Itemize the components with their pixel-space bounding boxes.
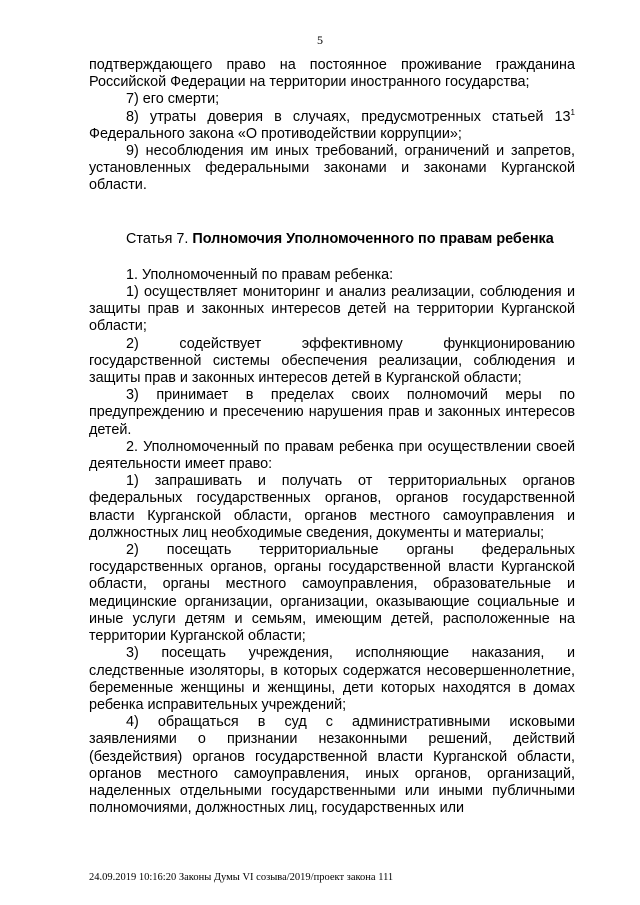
spacer (89, 248, 575, 267)
clause-2: 2. Уполномоченный по правам ребенка при осуществлении своей деятельности имеет право: (89, 438, 575, 473)
clause-2-item-2: 2) посещать территориальные органы федеральных государственных органов, органы государственной власти Курганской области, органы местного самоуправления, образовательные и медицинские организации, организации, оказывающие социальные и иные услуги детям и семьям, имеющим детей, расположенные на территории Курганской области; (89, 542, 575, 645)
list-item-8 (89, 109, 575, 143)
page-number: 5 (317, 33, 323, 47)
list-item-9: 9) несоблюдения им иных требований, ограничений и запретов, установленных федеральными законами и законами Курганской области. (89, 143, 575, 194)
paragraph-continuation: подтверждающего право на постоянное проживание гражданина Российской Федерации на территории иностранного государства; (89, 57, 575, 91)
clause-1-item-2: 2) содействует эффективному функционированию государственной системы обеспечения реализации, соблюдения и защиты прав и законных интересов детей в Курганской области; (89, 335, 575, 387)
list-item-8-text: 8) утраты доверия в случаях, предусмотренных статьей 13 (126, 108, 571, 125)
superscript: 1 (570, 107, 575, 117)
clause-2-item-1: 1) запрашивать и получать от территориальных органов федеральных государственных органов, органов государственной власти Курганской области, органов местного самоуправления и должностных лиц необходимые сведения, документы и материалы; (89, 473, 575, 541)
clause-1-item-3: 3) принимает в пределах своих полномочий меры по предупреждению и пресечению нарушения прав и законных интересов детей. (89, 387, 575, 438)
article-title: Полномочия Уполномоченного по правам ребенка (192, 230, 554, 247)
spacer (89, 195, 575, 231)
list-item-8-tail: Федерального закона «О противодействии коррупции»; (89, 125, 462, 142)
clause-1: 1. Уполномоченный по правам ребенка: (126, 266, 394, 283)
footer-path: 24.09.2019 10:16:20 Законы Думы VI созыва/2019/проект закона 111 (89, 872, 394, 883)
list-item-7: 7) его смерти; (126, 91, 220, 108)
clause-2-item-3: 3) посещать учреждения, исполняющие наказания, и следственные изоляторы, в которых содержатся несовершеннолетние, беременные женщины и женщины, дети которых находятся в домах ребенка исправительных учреждений; (89, 645, 575, 713)
document-body (89, 57, 575, 817)
article-prefix: Статья 7. (126, 230, 193, 247)
clause-1-item-1: 1) осуществляет мониторинг и анализ реализации, соблюдения и защиты прав и законных интересов детей на территории Курганской области; (89, 284, 575, 335)
clause-2-item-4: 4) обращаться в суд с административными исковыми заявлениями о признании незаконными решений, действий (бездействия) органов государственной власти Курганской области, органов местного самоуправления, иных органов, организаций, наделенных отдельными государственными или иными публичными полномочиями, должностных лиц, государственных или (89, 714, 575, 817)
article-heading (89, 231, 575, 248)
